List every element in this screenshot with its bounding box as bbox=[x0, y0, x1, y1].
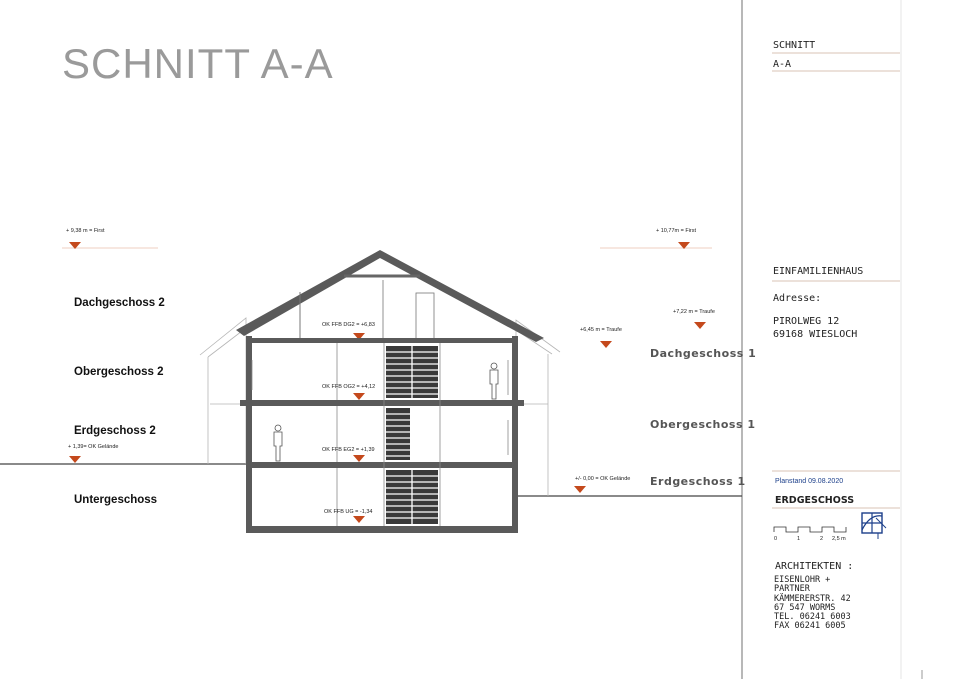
architects-line-4: 67 547 WORMS bbox=[774, 603, 836, 613]
marker-gelaende-left bbox=[69, 456, 81, 463]
person-figure-lower bbox=[274, 425, 282, 461]
architects-line-5: TEL. 06241 6003 bbox=[774, 612, 851, 622]
floor-label-obergeschoss-1: Obergeschoss 1 bbox=[650, 418, 756, 431]
page-title: SCHNITT A-A bbox=[62, 40, 334, 87]
architects-line-6: FAX 06241 6005 bbox=[774, 621, 846, 631]
level-gelaende-right: +/- 0,00 = OK Gelände bbox=[575, 476, 631, 482]
structure bbox=[240, 336, 524, 533]
level-gelaende-left: + 1,39= OK Gelände bbox=[68, 444, 119, 450]
marker-eg2 bbox=[353, 455, 365, 462]
marker-og2 bbox=[353, 393, 365, 400]
architects-line-2: PARTNER bbox=[774, 584, 810, 594]
scale-label-0: 0 bbox=[774, 536, 778, 542]
title-block-project: EINFAMILIENHAUS bbox=[773, 266, 864, 277]
marker-gelaende-right bbox=[574, 486, 586, 493]
marker-traufe-left bbox=[600, 341, 612, 348]
floor-label-obergeschoss-2: Obergeschoss 2 bbox=[74, 366, 164, 378]
level-ok-ffb-og2: OK FFB OG2 = +4,12 bbox=[322, 384, 376, 390]
neighbour-outlines bbox=[200, 318, 560, 496]
architect-logo-icon bbox=[862, 513, 886, 539]
architects-label: ARCHITEKTEN : bbox=[775, 561, 854, 572]
scale-label-1: 1 bbox=[797, 536, 801, 542]
floor-label-erdgeschoss-2: Erdgeschoss 2 bbox=[74, 425, 156, 437]
title-block-planstand: Planstand 09.08.2020 bbox=[775, 478, 844, 485]
title-block-floor: ERDGESCHOSS bbox=[775, 495, 855, 506]
scale-label-25: 2,5 m bbox=[832, 536, 846, 542]
title-block-drawing-type: SCHNITT bbox=[773, 40, 816, 51]
level-first-right: + 10,77m = First bbox=[656, 228, 697, 234]
level-traufe-right: +7,22 m = Traufe bbox=[673, 309, 715, 315]
title-block-lines bbox=[772, 53, 900, 508]
title-block-drawing-id: A-A bbox=[773, 59, 792, 70]
marker-ug bbox=[353, 516, 365, 523]
architects-line-1: EISENLOHR + bbox=[774, 575, 831, 585]
scale-label-2: 2 bbox=[820, 536, 824, 542]
title-block-city: 69168 WIESLOCH bbox=[773, 329, 858, 340]
level-first-left: + 9,38 m = First bbox=[66, 228, 105, 234]
title-block-street: PIROLWEG 12 bbox=[773, 316, 840, 327]
person-figure-upper bbox=[490, 363, 498, 399]
roof bbox=[236, 250, 544, 342]
interior-lines bbox=[252, 343, 508, 526]
floor-label-untergeschoss: Untergeschoss bbox=[74, 494, 158, 506]
level-ok-ffb-eg2: OK FFB EG2 = +1,39 bbox=[322, 447, 375, 453]
floor-label-dachgeschoss-2: Dachgeschoss 2 bbox=[74, 297, 165, 309]
scale-bar bbox=[774, 527, 846, 532]
level-traufe-left: +6,45 m = Traufe bbox=[580, 327, 622, 333]
floor-label-dachgeschoss-1: Dachgeschoss 1 bbox=[650, 347, 757, 360]
architects-line-3: KÄMMERERSTR. 42 bbox=[774, 594, 851, 604]
level-ok-ffb-dg2: OK FFB DG2 = +6,83 bbox=[322, 322, 375, 328]
floor-label-erdgeschoss-1: Erdgeschoss 1 bbox=[650, 475, 746, 488]
level-ok-ffb-ug: OK FFB UG = -1,34 bbox=[324, 509, 373, 515]
marker-traufe-right bbox=[694, 322, 706, 329]
title-block-address-label: Adresse: bbox=[773, 293, 822, 304]
